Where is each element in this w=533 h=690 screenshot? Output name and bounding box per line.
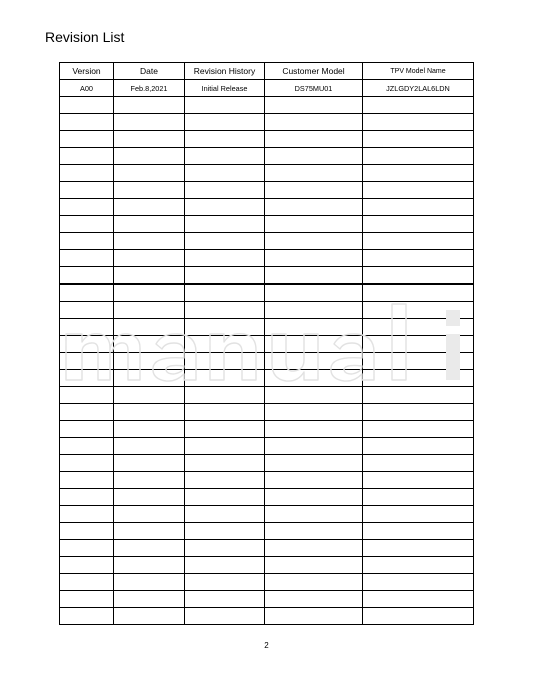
cell-version	[60, 267, 114, 285]
cell-revision-history	[185, 114, 265, 131]
header-revision-history: Revision History	[185, 63, 265, 80]
table-row	[60, 438, 474, 455]
cell-version	[60, 404, 114, 421]
cell-date	[114, 182, 185, 199]
cell-date	[114, 114, 185, 131]
table-row	[60, 148, 474, 165]
cell-tpv-model-name	[363, 438, 474, 455]
cell-customer-model	[265, 489, 363, 506]
table-row	[60, 182, 474, 199]
cell-revision-history	[185, 233, 265, 250]
cell-version	[60, 438, 114, 455]
table-row	[60, 233, 474, 250]
cell-version	[60, 506, 114, 523]
cell-tpv-model-name	[363, 267, 474, 285]
cell-date	[114, 455, 185, 472]
table-row	[60, 506, 474, 523]
header-version: Version	[60, 63, 114, 80]
cell-version	[60, 319, 114, 336]
cell-version	[60, 608, 114, 625]
cell-date	[114, 540, 185, 557]
cell-version	[60, 523, 114, 540]
table-row	[60, 421, 474, 438]
cell-customer-model	[265, 574, 363, 591]
cell-version	[60, 574, 114, 591]
cell-version	[60, 284, 114, 302]
revision-table	[59, 62, 474, 625]
cell-tpv-model-name	[363, 455, 474, 472]
table-row	[60, 216, 474, 233]
cell-customer-model	[265, 438, 363, 455]
cell-revision-history	[185, 489, 265, 506]
cell-revision-history	[185, 319, 265, 336]
cell-revision-history: Initial Release	[185, 80, 265, 97]
cell-customer-model	[265, 455, 363, 472]
cell-date	[114, 472, 185, 489]
cell-revision-history	[185, 455, 265, 472]
cell-revision-history	[185, 216, 265, 233]
cell-customer-model	[265, 267, 363, 285]
cell-customer-model	[265, 284, 363, 302]
table-row	[60, 540, 474, 557]
cell-customer-model	[265, 216, 363, 233]
cell-customer-model	[265, 114, 363, 131]
cell-version	[60, 165, 114, 182]
cell-version	[60, 199, 114, 216]
cell-date	[114, 336, 185, 353]
cell-revision-history	[185, 284, 265, 302]
cell-revision-history	[185, 97, 265, 114]
cell-tpv-model-name	[363, 353, 474, 370]
cell-version	[60, 540, 114, 557]
cell-date	[114, 302, 185, 319]
cell-date	[114, 489, 185, 506]
table-row	[60, 114, 474, 131]
cell-version	[60, 557, 114, 574]
cell-date	[114, 319, 185, 336]
cell-tpv-model-name	[363, 148, 474, 165]
cell-date	[114, 97, 185, 114]
cell-revision-history	[185, 506, 265, 523]
cell-customer-model	[265, 199, 363, 216]
cell-tpv-model-name	[363, 233, 474, 250]
cell-date	[114, 370, 185, 387]
cell-date	[114, 284, 185, 302]
cell-customer-model	[265, 421, 363, 438]
cell-revision-history	[185, 370, 265, 387]
cell-customer-model	[265, 591, 363, 608]
cell-version	[60, 250, 114, 267]
cell-tpv-model-name	[363, 319, 474, 336]
cell-customer-model	[265, 608, 363, 625]
cell-tpv-model-name	[363, 302, 474, 319]
table-row	[60, 165, 474, 182]
cell-customer-model	[265, 387, 363, 404]
cell-tpv-model-name	[363, 131, 474, 148]
cell-tpv-model-name: JZLGDY2LAL6LDN	[363, 80, 474, 97]
cell-version	[60, 182, 114, 199]
cell-date	[114, 404, 185, 421]
cell-customer-model	[265, 353, 363, 370]
cell-tpv-model-name	[363, 182, 474, 199]
cell-revision-history	[185, 165, 265, 182]
table-row	[60, 250, 474, 267]
cell-revision-history	[185, 472, 265, 489]
cell-revision-history	[185, 302, 265, 319]
cell-customer-model	[265, 506, 363, 523]
cell-customer-model	[265, 182, 363, 199]
cell-customer-model	[265, 319, 363, 336]
table-row	[60, 370, 474, 387]
table-header-row	[60, 63, 474, 80]
cell-customer-model	[265, 557, 363, 574]
header-tpv-model-name: TPV Model Name	[363, 63, 474, 80]
cell-tpv-model-name	[363, 216, 474, 233]
cell-revision-history	[185, 387, 265, 404]
table-row	[60, 80, 474, 97]
cell-tpv-model-name	[363, 97, 474, 114]
cell-date	[114, 353, 185, 370]
cell-tpv-model-name	[363, 336, 474, 353]
cell-revision-history	[185, 353, 265, 370]
table-row	[60, 574, 474, 591]
cell-customer-model	[265, 165, 363, 182]
cell-customer-model	[265, 97, 363, 114]
cell-version	[60, 216, 114, 233]
cell-revision-history	[185, 421, 265, 438]
cell-version	[60, 233, 114, 250]
cell-revision-history	[185, 250, 265, 267]
cell-tpv-model-name	[363, 199, 474, 216]
table-row	[60, 319, 474, 336]
cell-tpv-model-name	[363, 387, 474, 404]
cell-customer-model	[265, 233, 363, 250]
cell-tpv-model-name	[363, 608, 474, 625]
table-row	[60, 199, 474, 216]
table-row	[60, 523, 474, 540]
cell-tpv-model-name	[363, 370, 474, 387]
cell-date	[114, 148, 185, 165]
cell-revision-history	[185, 438, 265, 455]
cell-customer-model	[265, 523, 363, 540]
table-row	[60, 404, 474, 421]
cell-revision-history	[185, 591, 265, 608]
cell-revision-history	[185, 267, 265, 285]
cell-tpv-model-name	[363, 557, 474, 574]
cell-date	[114, 421, 185, 438]
cell-revision-history	[185, 182, 265, 199]
cell-date	[114, 131, 185, 148]
cell-tpv-model-name	[363, 404, 474, 421]
cell-revision-history	[185, 131, 265, 148]
cell-version	[60, 455, 114, 472]
header-customer-model: Customer Model	[265, 63, 363, 80]
cell-customer-model	[265, 540, 363, 557]
cell-date	[114, 438, 185, 455]
cell-revision-history	[185, 199, 265, 216]
cell-version	[60, 489, 114, 506]
cell-tpv-model-name	[363, 574, 474, 591]
cell-revision-history	[185, 574, 265, 591]
page-number: 2	[264, 641, 269, 650]
table-row	[60, 353, 474, 370]
cell-tpv-model-name	[363, 523, 474, 540]
cell-version	[60, 353, 114, 370]
cell-customer-model	[265, 250, 363, 267]
cell-date	[114, 267, 185, 285]
cell-date	[114, 233, 185, 250]
cell-date	[114, 199, 185, 216]
cell-date	[114, 591, 185, 608]
cell-date	[114, 250, 185, 267]
cell-revision-history	[185, 608, 265, 625]
table-row	[60, 336, 474, 353]
cell-tpv-model-name	[363, 489, 474, 506]
table-row	[60, 387, 474, 404]
header-date: Date	[114, 63, 185, 80]
cell-version	[60, 302, 114, 319]
cell-date	[114, 387, 185, 404]
cell-customer-model	[265, 472, 363, 489]
cell-version	[60, 387, 114, 404]
cell-customer-model	[265, 336, 363, 353]
table-row	[60, 302, 474, 319]
cell-tpv-model-name	[363, 591, 474, 608]
cell-tpv-model-name	[363, 421, 474, 438]
cell-date: Feb.8,2021	[114, 80, 185, 97]
cell-version: A00	[60, 80, 114, 97]
cell-date	[114, 557, 185, 574]
cell-version	[60, 97, 114, 114]
cell-version	[60, 148, 114, 165]
cell-customer-model	[265, 302, 363, 319]
table-row	[60, 97, 474, 114]
table-row	[60, 489, 474, 506]
cell-version	[60, 131, 114, 148]
table-row	[60, 472, 474, 489]
cell-version	[60, 336, 114, 353]
page-title: Revision List	[45, 29, 125, 45]
table-row	[60, 557, 474, 574]
cell-date	[114, 574, 185, 591]
cell-version	[60, 370, 114, 387]
cell-version	[60, 591, 114, 608]
cell-tpv-model-name	[363, 540, 474, 557]
cell-tpv-model-name	[363, 284, 474, 302]
cell-customer-model	[265, 370, 363, 387]
table-row	[60, 131, 474, 148]
cell-customer-model: DS75MU01	[265, 80, 363, 97]
table-row	[60, 267, 474, 285]
cell-revision-history	[185, 148, 265, 165]
table-body	[60, 80, 474, 625]
cell-revision-history	[185, 540, 265, 557]
cell-revision-history	[185, 404, 265, 421]
cell-revision-history	[185, 523, 265, 540]
cell-version	[60, 472, 114, 489]
table-row	[60, 591, 474, 608]
cell-tpv-model-name	[363, 472, 474, 489]
cell-customer-model	[265, 131, 363, 148]
cell-date	[114, 165, 185, 182]
cell-version	[60, 421, 114, 438]
cell-revision-history	[185, 557, 265, 574]
cell-version	[60, 114, 114, 131]
cell-date	[114, 608, 185, 625]
table-row	[60, 608, 474, 625]
cell-date	[114, 506, 185, 523]
cell-tpv-model-name	[363, 114, 474, 131]
table-row	[60, 284, 474, 302]
cell-date	[114, 216, 185, 233]
cell-revision-history	[185, 336, 265, 353]
cell-tpv-model-name	[363, 250, 474, 267]
cell-date	[114, 523, 185, 540]
cell-tpv-model-name	[363, 165, 474, 182]
cell-tpv-model-name	[363, 506, 474, 523]
table-row	[60, 455, 474, 472]
cell-customer-model	[265, 148, 363, 165]
cell-customer-model	[265, 404, 363, 421]
